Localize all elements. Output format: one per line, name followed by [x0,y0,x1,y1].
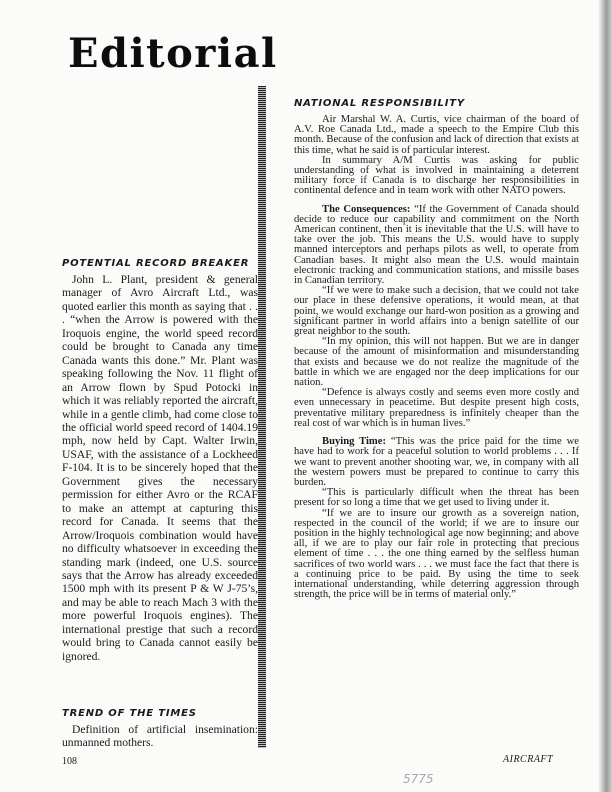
run-in-heading: The Consequences: [322,203,411,215]
paragraph-text: “This was the price paid for the time we have had to work for a peaceful solution to world problems . . . If we want to prevent another shooting war, we, in company with all the western powers must be prepared to continue to carry this burden. [294,436,579,488]
scan-edge-shadow [598,0,612,792]
paragraph: “In my opinion, this will not happen. But we are in danger because of the amount of misinformation and misunderstanding that exists and because we do not realize the magnitude of the battle in which we are engaged nor the deep implications for our nation. [294,336,579,389]
paragraph: “If we are to insure our growth as a sovereign nation, respected in the council of the world; if we are to insure our position in the highly technological age now beginning; and above all, if we are to play our fair role in protecting that precious element of time . . . the one thing earned by the selfless human sacrifices of two world wars . . . we must face the fact that there is a continuing price to be paid. By using the time to seek international understanding, while deterring aggression through strength, the price will be in terms of material only.” [294,507,579,601]
paragraph: “Defence is always costly and seems even more costly and even unnecessary in peacetime. But despite present high costs, preventative military preparedness is infinitely cheaper than the real cost of war which is in human lives.” [294,387,579,429]
paragraph: “This is particularly difficult when the threat has been present for so long a time that we get used to living under it. [294,487,579,509]
run-in-heading: Buying Time: [322,436,386,448]
section-heading: NATIONAL RESPONSIBILITY [294,98,465,109]
paragraph: Definition of artificial insemination: unmanned mothers. [62,723,258,750]
paragraph: “If we were to make such a decision, that we could not take our place in these defensive operations, it would mean, at that point, we would exchange our hard-won position as a growing and significant partner in world affairs into a benign satellite of our great neighbor to the south. [294,285,579,338]
paragraph: In summary A/M Curtis was asking for public understanding of what is involved in maintaining a deterrent military force if Canada is to discharge her responsibilities in continental defence and in team work with other NATO powers. [294,154,579,197]
article-national-responsibility [294,98,579,600]
section-heading: POTENTIAL RECORD BREAKER [62,258,250,269]
magazine-name: AIRCRAFT [503,754,554,765]
page-title: Editorial [68,30,278,77]
handwritten-note: 5775 [403,772,434,786]
paragraph: Air Marshal W. A. Curtis, vice chairman of the board of A.V. Roe Canada Ltd., made a speech to the Empire Club this month. Because of the confusion and lack of direction that exists at this time, what he said is of particular interest. [294,114,579,156]
paragraph [294,205,579,287]
article-potential-record-breaker [62,258,258,663]
vertical-divider-rule [258,86,266,748]
paragraph [294,437,579,488]
article-trend-of-the-times [62,708,258,750]
page-number: 108 [62,756,77,767]
section-heading: TREND OF THE TIMES [62,708,197,719]
paragraph-text: “If the Government of Canada should decide to reduce our capability and commitment on the North American continent, then it is inevitable that the U.S. will have to take over the job. This means the U.S. would have to supply manned interceptors and perhaps pilots as well, to operate from Canadian bases. It might also mean the U.S. would maintain electronic tracking and communication stations, and missile bases in Canadian territory. [294,203,579,287]
paragraph: John L. Plant, president & general manager of Avro Aircraft Ltd., was quoted earlier this month as saying that . . . “when the Arrow is powered with the Iroquois engine, the world speed record could be brought to Canada any time Canada wants this done.” Mr. Plant was speaking following the Nov. 11 flight of an Arrow flown by Spud Potocki in which it was reliably reported the aircraft, while in a gentle climb, had come close to the official world speed record of 1404.19 mph, now held by Capt. Walter Irwin, USAF, with the assistance of a Lockheed F-104. It is to be sincerely hoped that the Government gives the necessary permission for either Avro or the RCAF to make an attempt at capturing this record for Canada. It seems that the Arrow/Iroquois combination would have no difficulty whatsoever in exceeding the standing mark (indeed, one U.S. source says that the Arrow has already exceeded 1500 mph with its present P & W J-75’s, and may be able to reach Mach 3 with the more powerful Iroquois engines). The international prestige that such a record would bring to Canada cannot easily be ignored. [62,273,258,663]
